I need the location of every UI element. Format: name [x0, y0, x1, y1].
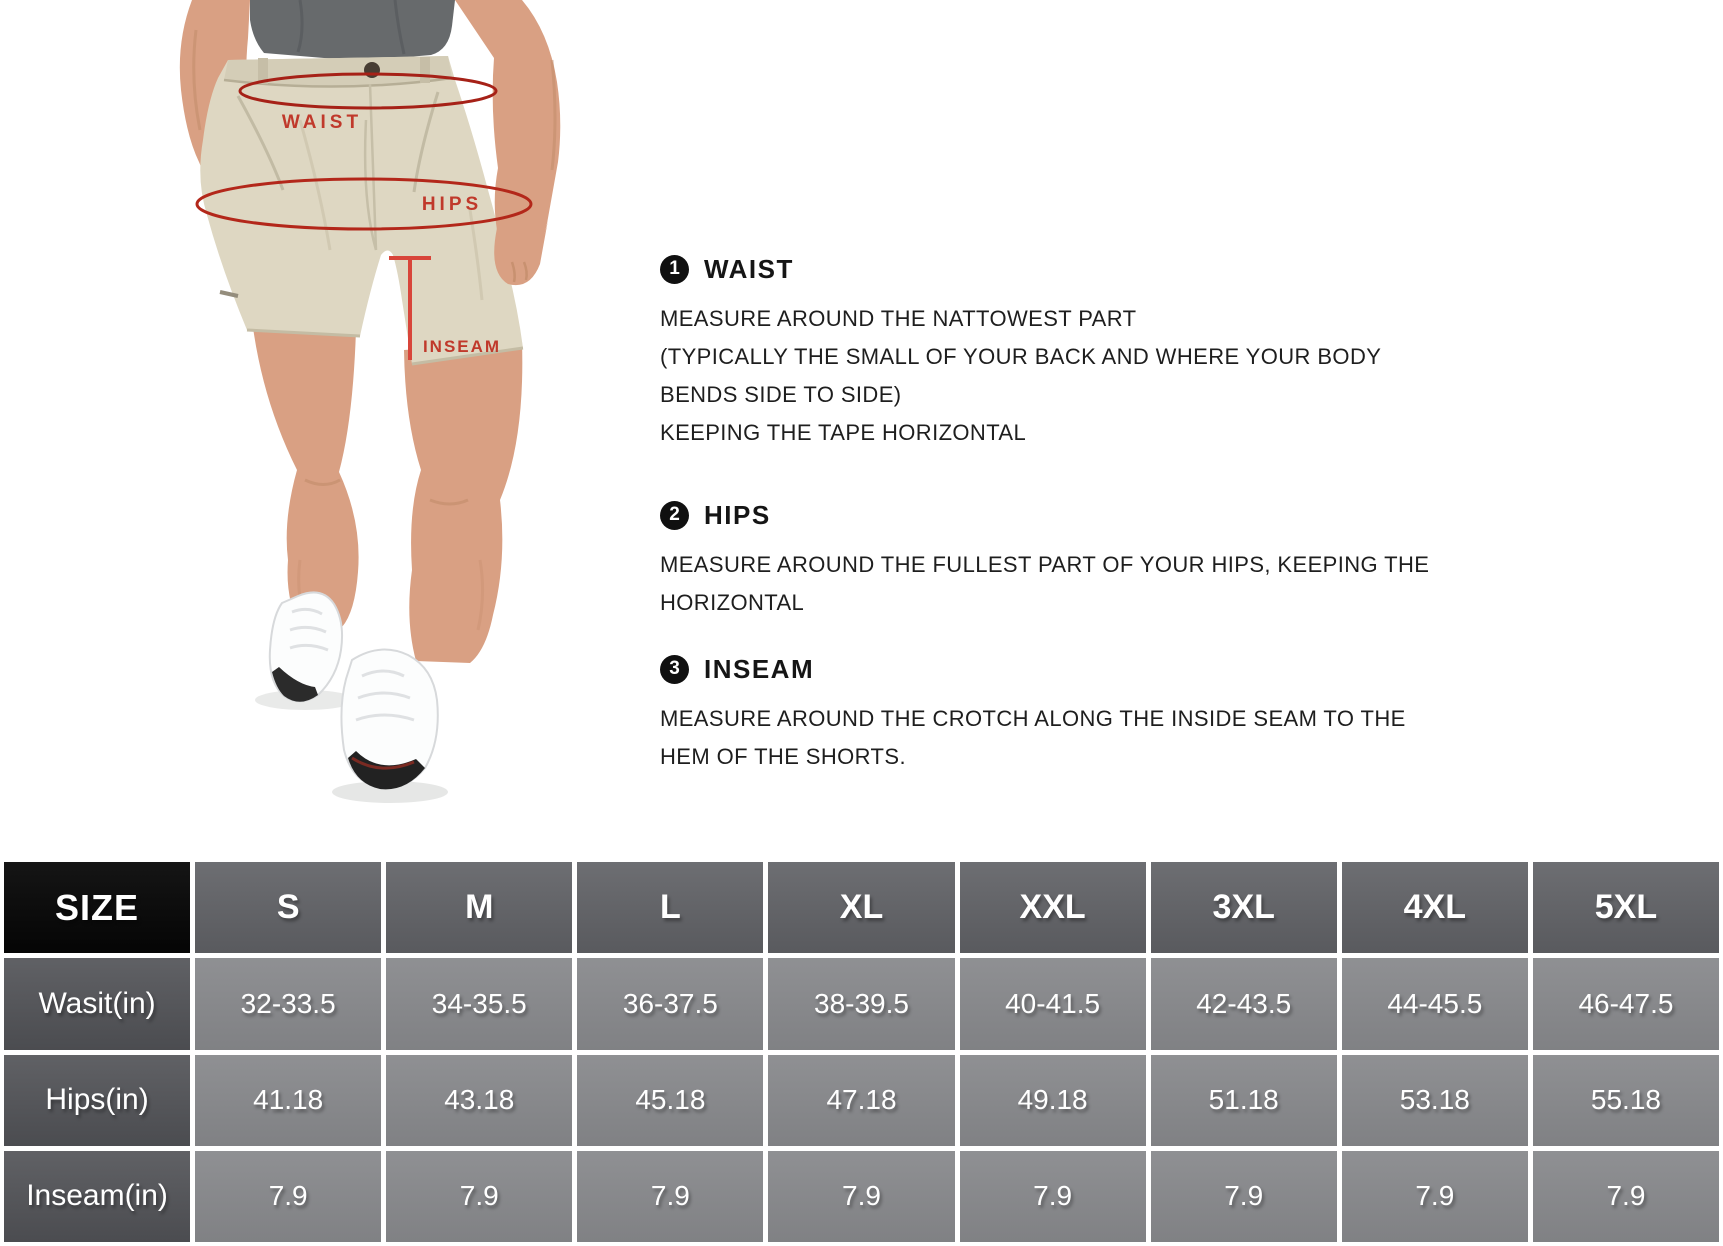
belt-loop — [420, 57, 430, 83]
right-shoe — [341, 650, 437, 790]
table-cell: 43.18 — [386, 1055, 572, 1146]
column-header: 3XL — [1151, 862, 1337, 953]
section-heading — [660, 252, 1460, 286]
table-cell: 41.18 — [195, 1055, 381, 1146]
instruction-line: (TYPICALLY THE SMALL OF YOUR BACK AND WHERE YOUR BODY — [660, 344, 1382, 369]
table-cell: 53.18 — [1342, 1055, 1528, 1146]
person-illustration — [0, 0, 700, 862]
table-cell: 7.9 — [577, 1151, 763, 1242]
column-header: M — [386, 862, 572, 953]
table-cell: 47.18 — [768, 1055, 954, 1146]
waist-annotation-label: WAIST — [281, 112, 363, 133]
instruction-section-inseam — [660, 652, 1460, 776]
table-cell: 34-35.5 — [386, 958, 572, 1049]
table-cell: 7.9 — [195, 1151, 381, 1242]
instruction-line: HEM OF THE SHORTS. — [660, 744, 906, 769]
section-title: INSEAM — [704, 653, 815, 684]
table-cell: 44-45.5 — [1342, 958, 1528, 1049]
section-heading — [660, 498, 1460, 532]
hips-annotation-label: HIPS — [421, 194, 483, 215]
instruction-line: MEASURE AROUND THE FULLEST PART OF YOUR HIPS, KEEPING THE — [660, 552, 1430, 577]
table-cell: 38-39.5 — [768, 958, 954, 1049]
column-header: XL — [768, 862, 954, 953]
model-photo — [0, 0, 700, 862]
table-cell: 46-47.5 — [1533, 958, 1719, 1049]
instruction-section-waist — [660, 252, 1460, 452]
column-header: 4XL — [1342, 862, 1528, 953]
instruction-line: HORIZONTAL — [660, 590, 805, 615]
table-cell: 42-43.5 — [1151, 958, 1337, 1049]
inseam-annotation-label: INSEAM — [422, 337, 502, 356]
instruction-line: MEASURE AROUND THE NATTOWEST PART — [660, 306, 1137, 331]
shirt — [250, 0, 455, 61]
shorts-button — [364, 62, 380, 78]
left-shoe — [270, 592, 342, 701]
instruction-line: KEEPING THE TAPE HORIZONTAL — [660, 420, 1027, 445]
table-cell: 51.18 — [1151, 1055, 1337, 1146]
section-title: HIPS — [704, 499, 771, 530]
number-badge-3: 3 — [660, 655, 689, 684]
table-cell: 45.18 — [577, 1055, 763, 1146]
table-cell: 40-41.5 — [960, 958, 1146, 1049]
section-body — [660, 700, 1460, 776]
section-body — [660, 546, 1460, 622]
table-corner-cell: SIZE — [4, 862, 190, 953]
number-badge-2: 2 — [660, 501, 689, 530]
row-label: Hips(in) — [4, 1055, 190, 1146]
section-heading — [660, 652, 1460, 686]
left-leg — [252, 320, 359, 629]
row-label: Wasit(in) — [4, 958, 190, 1049]
number-badge-1: 1 — [660, 255, 689, 284]
table-cell: 55.18 — [1533, 1055, 1719, 1146]
table-cell: 7.9 — [1151, 1151, 1337, 1242]
table-cell: 7.9 — [1533, 1151, 1719, 1242]
column-header: S — [195, 862, 381, 953]
table-cell: 36-37.5 — [577, 958, 763, 1049]
column-header: 5XL — [1533, 862, 1719, 953]
size-chart-table — [4, 862, 1719, 1242]
table-cell: 7.9 — [960, 1151, 1146, 1242]
column-header: XXL — [960, 862, 1146, 953]
table-cell: 7.9 — [386, 1151, 572, 1242]
table-cell: 32-33.5 — [195, 958, 381, 1049]
row-label: Inseam(in) — [4, 1151, 190, 1242]
instruction-line: MEASURE AROUND THE CROTCH ALONG THE INSIDE SEAM TO THE — [660, 706, 1406, 731]
section-body — [660, 300, 1460, 452]
instruction-line: BENDS SIDE TO SIDE) — [660, 382, 902, 407]
section-title: WAIST — [704, 253, 794, 284]
column-header: L — [577, 862, 763, 953]
table-cell: 7.9 — [1342, 1151, 1528, 1242]
table-cell: 49.18 — [960, 1055, 1146, 1146]
table-cell: 7.9 — [768, 1151, 954, 1242]
instruction-section-hips — [660, 498, 1460, 622]
